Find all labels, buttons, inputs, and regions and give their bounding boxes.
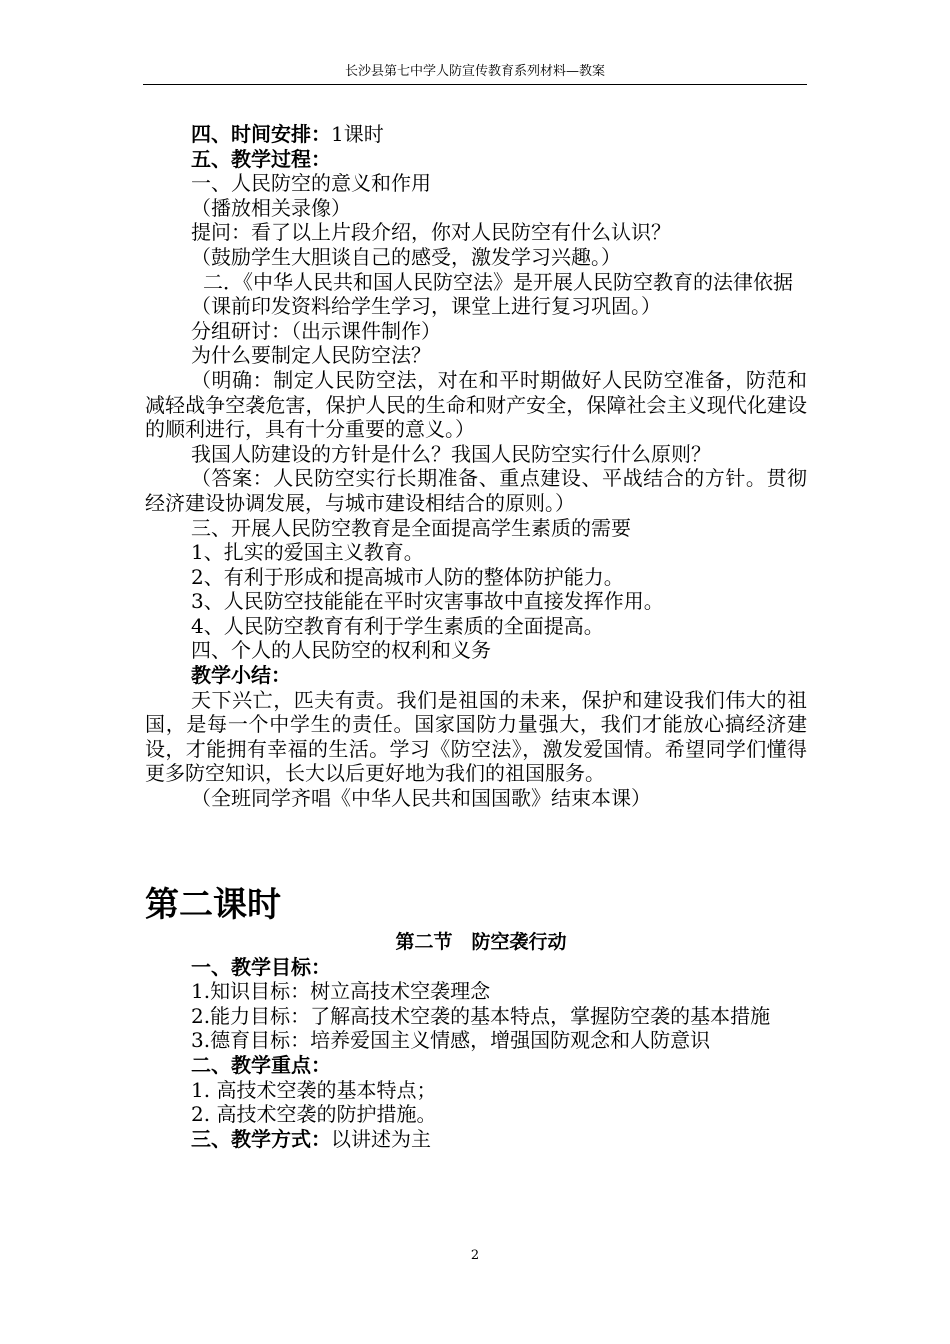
page-header: 长沙县第七中学人防宣传教育系列材料—教案 bbox=[344, 64, 605, 79]
part3-title: 三、开展人民防空教育是全面提高学生素质的需要 bbox=[191, 515, 631, 540]
part2-why-question: 为什么要制定人民防空法？ bbox=[191, 343, 431, 368]
method-label: 三、教学方式： bbox=[191, 1126, 331, 1151]
part2-clarification: （明确：制定人民防空法，对在和平时期做好人民防空准备，防范和减轻战争空袭危害，保护人民的生命和财产安全，保障社会主义现代化建设的顺利进行，具有十分重要的意义。） bbox=[145, 367, 807, 442]
part1-video-note: （播放相关录像） bbox=[191, 195, 351, 220]
keypoints-heading: 二、教学重点： bbox=[191, 1053, 331, 1077]
objective-item: 1.知识目标：树立高技术空袭理念 bbox=[191, 979, 491, 1004]
process-heading: 五、教学过程： bbox=[191, 146, 331, 171]
part3-item: 2、有利于形成和提高城市人防的整体防护能力。 bbox=[191, 564, 624, 589]
part3-item: 4、人民防空教育有利于学生素质的全面提高。 bbox=[191, 613, 604, 638]
keypoint-item: 2. 高技术空袭的防护措施。 bbox=[191, 1102, 437, 1127]
header-divider bbox=[143, 84, 807, 85]
section-spacer bbox=[145, 811, 807, 883]
keypoint-item: 1. 高技术空袭的基本特点； bbox=[191, 1077, 437, 1102]
closing-note: （全班同学齐唱《中华人民共和国国歌》结束本课） bbox=[191, 786, 651, 811]
section-title: 第二节 防空袭行动 bbox=[395, 930, 567, 953]
part2-answer: （答案：人民防空实行长期准备、重点建设、平战结合的方针。贯彻经济建设协调发展，与城市建设相结合的原则。） bbox=[145, 466, 807, 515]
objectives-heading: 一、教学目标： bbox=[191, 954, 331, 979]
document-body bbox=[145, 122, 807, 1151]
objective-item: 2.能力目标：了解高技术空袭的基本特点，掌握防空袭的基本措施 bbox=[191, 1003, 771, 1028]
page-number: 2 bbox=[470, 1248, 480, 1263]
time-value: 1课时 bbox=[331, 122, 384, 146]
part2-title: 二．《中华人民共和国人民防空法》是开展人民防空教育的法律依据 bbox=[203, 269, 793, 294]
lesson-title: 第二课时 bbox=[145, 884, 281, 925]
time-label: 四、时间安排： bbox=[191, 122, 331, 146]
part3-item: 3、人民防空技能能在平时灾害事故中直接发挥作用。 bbox=[191, 589, 664, 614]
part3-item: 1、扎实的爱国主义教育。 bbox=[191, 540, 424, 565]
part2-policy-question: 我国人防建设的方针是什么？我国人民防空实行什么原则？ bbox=[191, 441, 711, 466]
part1-encourage-note: （鼓励学生大胆谈自己的感受，激发学习兴趣。） bbox=[191, 244, 621, 269]
part1-title: 一、人民防空的意义和作用 bbox=[191, 171, 431, 196]
part2-group-discussion: 分组研讨：（出示课件制作） bbox=[191, 318, 441, 343]
part1-question: 提问：看了以上片段介绍，你对人民防空有什么认识？ bbox=[191, 220, 671, 245]
objective-item: 3.德育目标：培养爱国主义情感，增强国防观念和人防意识 bbox=[191, 1028, 711, 1053]
method-value: 以讲述为主 bbox=[331, 1126, 431, 1151]
part2-materials-note: （课前印发资料给学生学习，课堂上进行复习巩固。） bbox=[191, 294, 661, 319]
part4-title: 四、个人的人民防空的权利和义务 bbox=[191, 638, 491, 663]
teaching-method bbox=[145, 1127, 807, 1152]
summary-heading: 教学小结： bbox=[191, 663, 291, 688]
time-arrangement bbox=[145, 122, 807, 147]
summary-text: 天下兴亡，匹夫有责。我们是祖国的未来，保护和建设我们伟大的祖国，是每一个中学生的责任。国家国防力量强大，我们才能放心搞经济建设，才能拥有幸福的生活。学习《防空法》，激发爱国情。希望同学们懂得更多防空知识，长大以后更好地为我们的祖国服务。 bbox=[145, 687, 807, 786]
